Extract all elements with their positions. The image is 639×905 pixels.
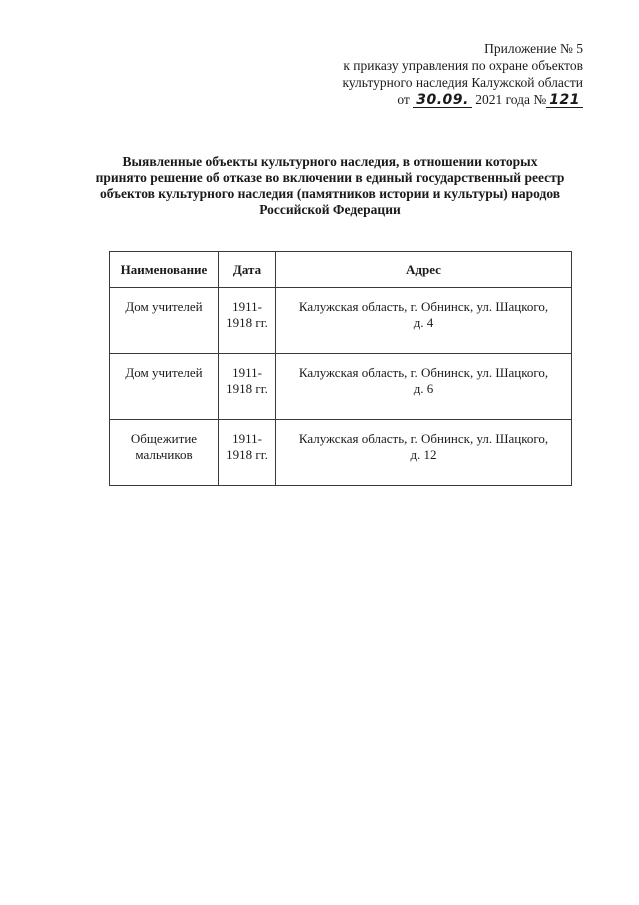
order-date-line xyxy=(253,91,583,108)
handwritten-order-date: 30.09. xyxy=(413,93,472,108)
cell-name xyxy=(110,354,219,420)
order-reference: к приказу управления по охране объектов xyxy=(343,58,583,73)
title-line-2: принято решение об отказе во включении в единый государственный реестр xyxy=(95,170,565,185)
cell-name xyxy=(110,288,219,354)
column-header-name: Наименование xyxy=(110,252,219,288)
document-title xyxy=(60,154,600,218)
cell-address-line-1: Калужская область, г. Обнинск, ул. Шацкого, xyxy=(298,431,549,446)
table-row xyxy=(110,420,572,486)
cell-name xyxy=(110,420,219,486)
order-prefix: от xyxy=(397,92,410,107)
cell-address xyxy=(276,354,572,420)
cell-name-line-2: мальчиков xyxy=(135,447,193,462)
issuing-authority: культурного наследия Калужской области xyxy=(342,75,583,90)
appendix-number: Приложение № 5 xyxy=(484,41,583,56)
cell-date-line-2: 1918 гг. xyxy=(226,315,268,330)
objects-table-container xyxy=(109,251,571,486)
cell-name-text: Дом учителей xyxy=(125,365,203,380)
cell-name-line-1: Общежитие xyxy=(130,431,198,446)
cell-name-text: Дом учителей xyxy=(125,299,203,314)
cell-address-line-2: д. 12 xyxy=(410,447,437,462)
cell-address-line-1: Калужская область, г. Обнинск, ул. Шацкого, xyxy=(298,299,549,314)
cell-date xyxy=(219,420,276,486)
handwritten-order-number: 121 xyxy=(546,93,583,108)
cell-date xyxy=(219,288,276,354)
column-header-address: Адрес xyxy=(276,252,572,288)
objects-table xyxy=(109,251,572,486)
cell-address-line-2: д. 6 xyxy=(413,381,434,396)
title-line-3: объектов культурного наследия (памятников истории и культуры) народов xyxy=(99,186,561,201)
cell-address xyxy=(276,288,572,354)
table-header-row xyxy=(110,252,572,288)
title-line-1: Выявленные объекты культурного наследия, в отношении которых xyxy=(122,154,538,169)
order-year: 2021 года № xyxy=(475,92,547,107)
cell-address xyxy=(276,420,572,486)
cell-address-line-1: Калужская область, г. Обнинск, ул. Шацкого, xyxy=(298,365,549,380)
table-row xyxy=(110,354,572,420)
cell-date-line-2: 1918 гг. xyxy=(226,447,268,462)
cell-address-line-2: д. 4 xyxy=(413,315,434,330)
cell-date-line-1: 1911- xyxy=(232,431,262,446)
column-header-date: Дата xyxy=(219,252,276,288)
appendix-header xyxy=(253,40,583,108)
cell-date-line-1: 1911- xyxy=(232,365,262,380)
cell-date-line-1: 1911- xyxy=(232,299,262,314)
title-line-4: Российской Федерации xyxy=(259,202,401,217)
cell-date xyxy=(219,354,276,420)
cell-date-line-2: 1918 гг. xyxy=(226,381,268,396)
table-row xyxy=(110,288,572,354)
